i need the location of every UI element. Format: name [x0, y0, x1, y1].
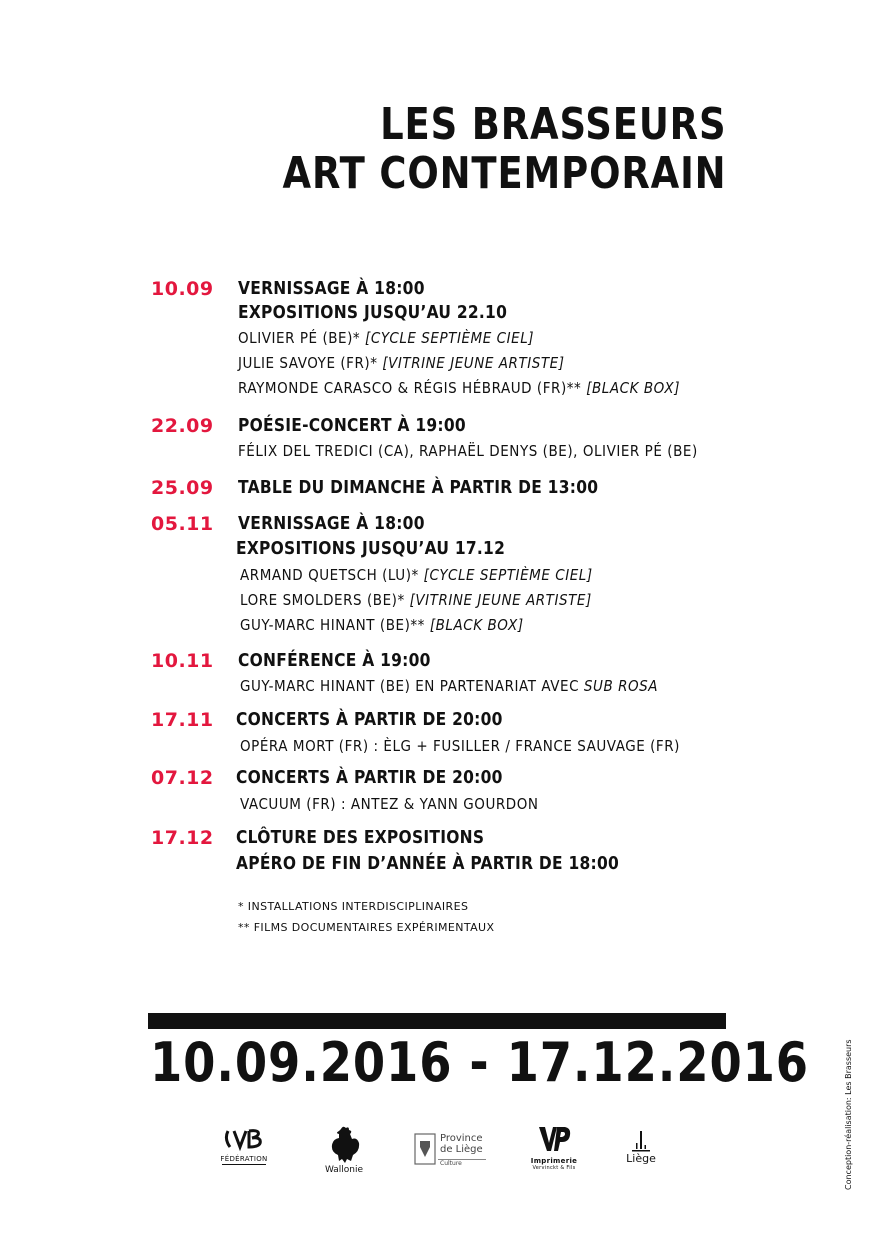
event-heading: POÉSIE-CONCERT À 19:00 [238, 415, 466, 436]
liege-logo [622, 1131, 660, 1191]
event-line: FÉLIX DEL TREDICI (CA), RAPHAËL DENYS (BE), OLIVIER PÉ (BE) [238, 442, 698, 460]
event-date: 25.09 [151, 477, 214, 499]
event-line: LORE SMOLDERS (BE)* [VITRINE JEUNE ARTISTE] [240, 591, 592, 609]
wallonie-caption: Wallonie [324, 1165, 364, 1175]
event-line: GUY-MARC HINANT (BE)** [BLACK BOX] [240, 616, 524, 634]
federation-caption: FÉDÉRATION [220, 1155, 268, 1163]
imprimerie-subcaption: Vervinckt & Fils [532, 1165, 576, 1171]
footnote: * INSTALLATIONS INTERDISCIPLINAIRES [238, 900, 469, 913]
event-date: 05.11 [151, 513, 214, 535]
event-line: VACUUM (FR) : ANTEZ & YANN GOURDON [240, 795, 539, 813]
event-date: 10.09 [151, 278, 214, 300]
event-line: RAYMONDE CARASCO & RÉGIS HÉBRAUD (FR)** [BLACK BOX] [238, 379, 681, 397]
event-line: OLIVIER PÉ (BE)* [CYCLE SEPTIÈME CIEL] [238, 329, 535, 347]
federation-logo [220, 1125, 268, 1185]
federation-mark-icon [222, 1125, 266, 1155]
sponsor-logos [0, 1125, 874, 1195]
title-line-2: ART CONTEMPORAIN [282, 148, 726, 199]
event-line: GUY-MARC HINANT (BE) EN PARTENARIAT AVEC SUB ROSA [240, 677, 659, 695]
event-heading: CONCERTS À PARTIR DE 20:00 [236, 767, 503, 788]
event-heading: VERNISSAGE À 18:00 [238, 278, 425, 299]
event-heading: EXPOSITIONS JUSQU’AU 17.12 [236, 538, 506, 559]
province-text: Province de Liège [440, 1133, 483, 1155]
event-date: 10.11 [151, 650, 214, 672]
design-credit: Conception-réalisation: Les Brasseurs [844, 1039, 853, 1190]
event-heading: CONCERTS À PARTIR DE 20:00 [236, 709, 503, 730]
event-line: JULIE SAVOYE (FR)* [VITRINE JEUNE ARTISTE] [238, 354, 565, 372]
event-heading: EXPOSITIONS JUSQU’AU 22.10 [238, 302, 508, 323]
province-emblem-icon [414, 1133, 436, 1167]
event-date: 17.12 [151, 827, 214, 849]
footnote: ** FILMS DOCUMENTAIRES EXPÉRIMENTAUX [238, 921, 495, 934]
divider-bar [148, 1013, 726, 1029]
date-range: 10.09.2016 - 17.12.2016 [150, 1031, 809, 1094]
event-heading: TABLE DU DIMANCHE À PARTIR DE 13:00 [238, 477, 599, 498]
event-heading: VERNISSAGE À 18:00 [238, 513, 425, 534]
event-date: 07.12 [151, 767, 214, 789]
event-date: 17.11 [151, 709, 214, 731]
imprimerie-caption: Imprimerie [530, 1157, 578, 1165]
wallonie-logo [322, 1125, 366, 1185]
federation-underline [222, 1164, 266, 1166]
province-logo [414, 1133, 488, 1173]
imprimerie-logo [530, 1125, 578, 1185]
vp-mark-icon [537, 1125, 571, 1157]
liege-caption: Liège [626, 1152, 656, 1165]
poster-title [282, 100, 726, 198]
event-heading: CONFÉRENCE À 19:00 [238, 650, 431, 671]
event-line: ARMAND QUETSCH (LU)* [CYCLE SEPTIÈME CIEL] [240, 566, 593, 584]
event-line: OPÉRA MORT (FR) : ÈLG + FUSILLER / FRANCE SAUVAGE (FR) [240, 737, 680, 755]
event-heading: APÉRO DE FIN D’ANNÉE À PARTIR DE 18:00 [236, 853, 620, 874]
event-date: 22.09 [151, 415, 214, 437]
footnotes [238, 896, 494, 938]
perron-icon [629, 1131, 653, 1153]
title-line-1: LES BRASSEURS [379, 99, 726, 150]
event-heading: CLÔTURE DES EXPOSITIONS [236, 827, 485, 848]
province-culture: Culture [438, 1159, 486, 1168]
rooster-icon [327, 1125, 361, 1165]
